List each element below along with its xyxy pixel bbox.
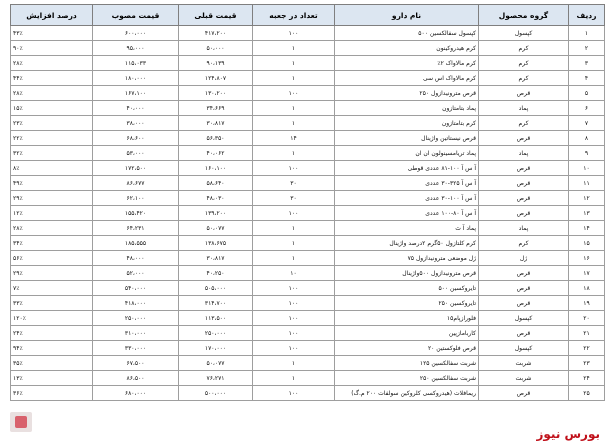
drug-name-cell: قرص مترونیدازول ۲۵۰ — [335, 86, 479, 101]
approved-price-cell: ۵۴۰،۰۰۰ — [93, 281, 179, 296]
table-row — [11, 386, 605, 401]
table-row — [11, 71, 605, 86]
approved-price-cell: ۶۴،۲۳۱ — [93, 221, 179, 236]
increase-percent-cell: ۲۹٪ — [11, 266, 93, 281]
increase-percent-cell: ۴۹٪ — [11, 176, 93, 191]
product-group-cell: قرص — [479, 326, 569, 341]
previous-price-cell: ۵۰۰،۰۰۰ — [179, 386, 253, 401]
approved-price-cell: ۳۸،۰۰۰ — [93, 116, 179, 131]
table-row — [11, 131, 605, 146]
drug-name-cell: کرم هیدروکینون — [335, 41, 479, 56]
table-row — [11, 26, 605, 41]
product-group-cell: قرص — [479, 86, 569, 101]
approved-price-cell: ۲۵۰،۰۰۰ — [93, 311, 179, 326]
count-per-box-cell: ۱۴ — [253, 131, 335, 146]
table-row — [11, 146, 605, 161]
count-per-box-cell: ۱ — [253, 356, 335, 371]
table-row — [11, 41, 605, 56]
watermark-logo — [10, 412, 32, 432]
table-row — [11, 191, 605, 206]
count-per-box-cell: ۱ — [253, 71, 335, 86]
product-group-cell: کرم — [479, 116, 569, 131]
product-group-cell: پماد — [479, 221, 569, 236]
product-group-cell: کپسول — [479, 341, 569, 356]
product-group-cell: قرص — [479, 191, 569, 206]
increase-percent-cell: ۳۵٪ — [11, 356, 93, 371]
product-group-cell: ژل — [479, 251, 569, 266]
drug-name-cell: کاربامازپین — [335, 326, 479, 341]
increase-percent-cell: ۲۲٪ — [11, 131, 93, 146]
product-group-cell: کپسول — [479, 26, 569, 41]
table-row — [11, 341, 605, 356]
previous-price-cell: ۱۲۴،۸۰۷ — [179, 71, 253, 86]
previous-price-cell: ۵۶،۳۵۰ — [179, 131, 253, 146]
row-number-cell: ۶ — [569, 101, 605, 116]
row-number-cell: ۲۰ — [569, 311, 605, 326]
row-number-cell: ۲۵ — [569, 386, 605, 401]
previous-price-cell: ۱۷۰،۰۰۰ — [179, 341, 253, 356]
previous-price-cell: ۴۰،۲۵۰ — [179, 266, 253, 281]
previous-price-cell: ۱۳۹،۲۰۰ — [179, 206, 253, 221]
approved-price-cell: ۴۸،۰۰۰ — [93, 251, 179, 266]
brand-logo-text: بورس نیوز — [536, 427, 600, 441]
approved-price-cell: ۳۱۰،۰۰۰ — [93, 326, 179, 341]
table-row — [11, 206, 605, 221]
approved-price-cell: ۵۲،۰۰۰ — [93, 266, 179, 281]
previous-price-cell: ۴۸،۰۳۰ — [179, 191, 253, 206]
count-per-box-cell: ۱۰ — [253, 266, 335, 281]
product-group-cell: قرص — [479, 131, 569, 146]
row-number-cell: ۴ — [569, 71, 605, 86]
approved-price-cell: ۴۰،۰۰۰ — [93, 101, 179, 116]
approved-price-cell: ۴۱۸،۰۰۰ — [93, 296, 179, 311]
row-number-cell: ۱۹ — [569, 296, 605, 311]
increase-percent-cell: ۴۳٪ — [11, 26, 93, 41]
count-per-box-cell: ۱۰۰ — [253, 326, 335, 341]
table-row — [11, 56, 605, 71]
table-row — [11, 311, 605, 326]
approved-price-cell: ۱۵۵،۴۲۰ — [93, 206, 179, 221]
header-cell-increase-percent: درصد افزایش — [11, 5, 93, 26]
approved-price-cell: ۶۲،۱۰۰ — [93, 191, 179, 206]
approved-price-cell: ۱۸۰،۰۰۰ — [93, 71, 179, 86]
approved-price-cell: ۸۶،۶۷۷ — [93, 176, 179, 191]
previous-price-cell: ۳۱۴،۷۰۰ — [179, 296, 253, 311]
table-row — [11, 161, 605, 176]
row-number-cell: ۵ — [569, 86, 605, 101]
increase-percent-cell: ۲۸٪ — [11, 56, 93, 71]
product-group-cell: قرص — [479, 386, 569, 401]
approved-price-cell: ۹۵،۰۰۰ — [93, 41, 179, 56]
previous-price-cell: ۱۳۰،۲۰۰ — [179, 86, 253, 101]
increase-percent-cell: ۹۴٪ — [11, 341, 93, 356]
row-number-cell: ۱۱ — [569, 176, 605, 191]
drug-name-cell: تایروکسین ۲۵۰ — [335, 296, 479, 311]
count-per-box-cell: ۱ — [253, 146, 335, 161]
drug-name-cell: آ س آ ۸۰-۱۰۰ عددی — [335, 206, 479, 221]
row-number-cell: ۱۳ — [569, 206, 605, 221]
table-row — [11, 371, 605, 386]
count-per-box-cell: ۱ — [253, 116, 335, 131]
previous-price-cell: ۴۱۷،۲۰۰ — [179, 26, 253, 41]
product-group-cell: کرم — [479, 41, 569, 56]
increase-percent-cell: ۱۵٪ — [11, 101, 93, 116]
increase-percent-cell: ۳۲٪ — [11, 146, 93, 161]
product-group-cell: پماد — [479, 146, 569, 161]
drug-name-cell: آ س آ ۳۲۵-۳۰ عددی — [335, 176, 479, 191]
approved-price-cell: ۵۳،۰۰۰ — [93, 146, 179, 161]
approved-price-cell: ۶۸،۶۰۰ — [93, 131, 179, 146]
row-number-cell: ۳ — [569, 56, 605, 71]
increase-percent-cell: ۲۴٪ — [11, 326, 93, 341]
row-number-cell: ۱۶ — [569, 251, 605, 266]
count-per-box-cell: ۱ — [253, 41, 335, 56]
approved-price-cell: ۱۱۵،۰۳۳ — [93, 56, 179, 71]
count-per-box-cell: ۱ — [253, 56, 335, 71]
drug-name-cell: قرص فلوکستین ۲۰ — [335, 341, 479, 356]
row-number-cell: ۱۰ — [569, 161, 605, 176]
drug-name-cell: آ س آ ۱۰۰-۳۰ عددی — [335, 191, 479, 206]
row-number-cell: ۱۲ — [569, 191, 605, 206]
increase-percent-cell: ۳۳٪ — [11, 296, 93, 311]
increase-percent-cell: ۱۲٪ — [11, 206, 93, 221]
header-cell-product-group: گروه محصول — [479, 5, 569, 26]
count-per-box-cell: ۱۰۰ — [253, 161, 335, 176]
approved-price-cell: ۱۷۲،۵۰۰ — [93, 161, 179, 176]
count-per-box-cell: ۱۰۰ — [253, 86, 335, 101]
drug-name-cell: قرص مترونیدازول ۵۰۰واژینال — [335, 266, 479, 281]
row-number-cell: ۷ — [569, 116, 605, 131]
drug-name-cell: آ س آ ۱۰۰-۸۱ عددی قوطی — [335, 161, 479, 176]
previous-price-cell: ۵۰۵،۰۰۰ — [179, 281, 253, 296]
drug-name-cell: کرم بتامتازون — [335, 116, 479, 131]
row-number-cell: ۱۸ — [569, 281, 605, 296]
approved-price-cell: ۱۸۵،۵۵۵ — [93, 236, 179, 251]
table-row — [11, 356, 605, 371]
count-per-box-cell: ۱۰۰ — [253, 386, 335, 401]
table-row — [11, 101, 605, 116]
count-per-box-cell: ۱ — [253, 221, 335, 236]
header-cell-row-number: ردیف — [569, 5, 605, 26]
header-cell-count-per-box: تعداد در جعبه — [253, 5, 335, 26]
drug-name-cell: کپسول سفالکسین ۵۰۰ — [335, 26, 479, 41]
table-row — [11, 281, 605, 296]
previous-price-cell: ۵۸،۶۴۰ — [179, 176, 253, 191]
approved-price-cell: ۳۳۰،۰۰۰ — [93, 341, 179, 356]
drug-name-cell: پماد بتامتازون — [335, 101, 479, 116]
row-number-cell: ۲۱ — [569, 326, 605, 341]
previous-price-cell: ۳۴،۶۶۹ — [179, 101, 253, 116]
count-per-box-cell: ۱ — [253, 101, 335, 116]
increase-percent-cell: ۲۳٪ — [11, 116, 93, 131]
previous-price-cell: ۳۰،۸۱۷ — [179, 251, 253, 266]
count-per-box-cell: ۳۰ — [253, 176, 335, 191]
drug-name-cell: ریمافلات (هیدروکسی کلروکین سولفات ۲۰۰ م.گ) — [335, 386, 479, 401]
drug-name-cell: شربت سفالکسین ۱۲۵ — [335, 356, 479, 371]
increase-percent-cell: ۳۶٪ — [11, 386, 93, 401]
row-number-cell: ۲۲ — [569, 341, 605, 356]
previous-price-cell: ۵۰،۰۷۷ — [179, 221, 253, 236]
product-group-cell: کرم — [479, 236, 569, 251]
drug-name-cell: ژل موضعی مترونیدازول ۷۵ — [335, 251, 479, 266]
table-row — [11, 86, 605, 101]
product-group-cell: قرص — [479, 176, 569, 191]
previous-price-cell: ۱۱۳،۵۰۰ — [179, 311, 253, 326]
count-per-box-cell: ۱ — [253, 236, 335, 251]
product-group-cell: کرم — [479, 56, 569, 71]
header-cell-previous-price: قیمت قبلی — [179, 5, 253, 26]
price-table-sheet — [4, 4, 604, 401]
approved-price-cell: ۶۸۰،۰۰۰ — [93, 386, 179, 401]
table-row — [11, 251, 605, 266]
table-row — [11, 176, 605, 191]
count-per-box-cell: ۱۰۰ — [253, 296, 335, 311]
count-per-box-cell: ۱۰۰ — [253, 26, 335, 41]
table-row — [11, 236, 605, 251]
approved-price-cell: ۶۷،۵۰۰ — [93, 356, 179, 371]
row-number-cell: ۲ — [569, 41, 605, 56]
increase-percent-cell: ۴۴٪ — [11, 71, 93, 86]
increase-percent-cell: ۸٪ — [11, 161, 93, 176]
drug-name-cell: کرم مالاواک اس سی — [335, 71, 479, 86]
increase-percent-cell: ۲۹٪ — [11, 191, 93, 206]
row-number-cell: ۲۳ — [569, 356, 605, 371]
drug-name-cell: پماد آ ث — [335, 221, 479, 236]
product-group-cell: قرص — [479, 281, 569, 296]
table-body — [11, 26, 605, 401]
product-group-cell: قرص — [479, 161, 569, 176]
table-row — [11, 116, 605, 131]
header-cell-approved-price: قیمت مصوب — [93, 5, 179, 26]
product-group-cell: قرص — [479, 266, 569, 281]
row-number-cell: ۱۷ — [569, 266, 605, 281]
count-per-box-cell: ۱ — [253, 251, 335, 266]
header-cell-drug-name: نام دارو — [335, 5, 479, 26]
header-row — [11, 5, 605, 26]
previous-price-cell: ۵۰،۰۰۰ — [179, 41, 253, 56]
count-per-box-cell: ۱۰۰ — [253, 281, 335, 296]
drug-name-cell: قرص نیستاتین واژینال — [335, 131, 479, 146]
previous-price-cell: ۲۵۰،۰۰۰ — [179, 326, 253, 341]
table-header — [11, 5, 605, 26]
approved-price-cell: ۸۶،۵۰۰ — [93, 371, 179, 386]
table-row — [11, 326, 605, 341]
approved-price-cell: ۶۰۰،۰۰۰ — [93, 26, 179, 41]
previous-price-cell: ۱۳۸،۶۷۵ — [179, 236, 253, 251]
increase-percent-cell: ۹۰٪ — [11, 41, 93, 56]
product-group-cell: پماد — [479, 101, 569, 116]
increase-percent-cell: ۱۳٪ — [11, 371, 93, 386]
approved-price-cell: ۱۶۷،۱۰۰ — [93, 86, 179, 101]
previous-price-cell: ۹۰،۱۳۹ — [179, 56, 253, 71]
count-per-box-cell: ۱ — [253, 371, 335, 386]
previous-price-cell: ۳۰،۸۱۷ — [179, 116, 253, 131]
table-row — [11, 266, 605, 281]
drug-price-table — [10, 4, 605, 401]
drug-name-cell: شربت سفالکسین ۲۵۰ — [335, 371, 479, 386]
count-per-box-cell: ۱۰۰ — [253, 341, 335, 356]
increase-percent-cell: ۷٪ — [11, 281, 93, 296]
table-row — [11, 296, 605, 311]
product-group-cell: قرص — [479, 296, 569, 311]
increase-percent-cell: ۲۸٪ — [11, 221, 93, 236]
product-group-cell: شربت — [479, 371, 569, 386]
drug-name-cell: کرم مالاواک ۲٪ — [335, 56, 479, 71]
product-group-cell: شربت — [479, 356, 569, 371]
row-number-cell: ۸ — [569, 131, 605, 146]
previous-price-cell: ۷۶،۲۷۱ — [179, 371, 253, 386]
row-number-cell: ۱۴ — [569, 221, 605, 236]
count-per-box-cell: ۱۰۰ — [253, 311, 335, 326]
drug-name-cell: پماد تریامسینولون ان ان — [335, 146, 479, 161]
increase-percent-cell: ۱۲۰٪ — [11, 311, 93, 326]
previous-price-cell: ۵۰،۰۷۷ — [179, 356, 253, 371]
increase-percent-cell: ۳۴٪ — [11, 236, 93, 251]
product-group-cell: قرص — [479, 206, 569, 221]
previous-price-cell: ۴۰،۰۶۲ — [179, 146, 253, 161]
increase-percent-cell: ۲۸٪ — [11, 86, 93, 101]
row-number-cell: ۱۵ — [569, 236, 605, 251]
count-per-box-cell: ۱۰۰ — [253, 206, 335, 221]
increase-percent-cell: ۵۶٪ — [11, 251, 93, 266]
drug-name-cell: فلورازپام۱۵ — [335, 311, 479, 326]
previous-price-cell: ۱۶۰،۱۰۰ — [179, 161, 253, 176]
table-row — [11, 221, 605, 236]
drug-name-cell: تایروکسین ۵۰۰ — [335, 281, 479, 296]
count-per-box-cell: ۳۰ — [253, 191, 335, 206]
product-group-cell: کرم — [479, 71, 569, 86]
row-number-cell: ۹ — [569, 146, 605, 161]
product-group-cell: کپسول — [479, 311, 569, 326]
row-number-cell: ۲۴ — [569, 371, 605, 386]
row-number-cell: ۱ — [569, 26, 605, 41]
drug-name-cell: کرم کلتازول ۵۰گرم ۲درصد واژینال — [335, 236, 479, 251]
